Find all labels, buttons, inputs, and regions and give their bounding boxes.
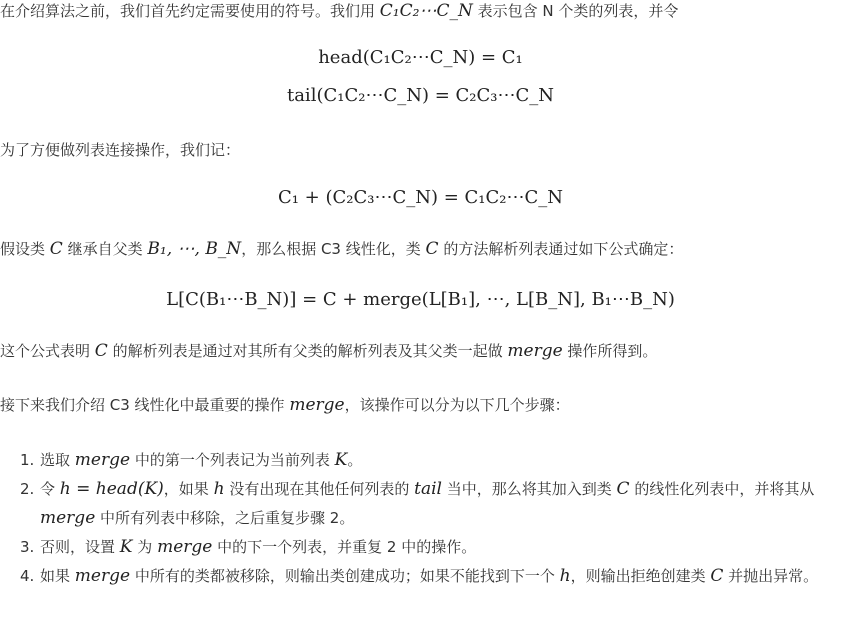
- next-text-1: 接下来我们介绍 C3 线性化中最重要的操作: [0, 396, 285, 414]
- assume-text-3: ，那么根据 C3 线性化，类: [241, 240, 421, 258]
- step-text: 。: [347, 451, 363, 469]
- step-text: 当中，那么将其加入到类: [446, 480, 612, 498]
- list-item: [20, 562, 841, 591]
- intro-text-before: 在介绍算法之前，我们首先约定需要使用的符号。我们用: [0, 2, 376, 20]
- step-number: 1.: [20, 451, 35, 469]
- intro-math-list: C₁C₂⋯C_N: [379, 1, 473, 21]
- assume-math-c2: C: [425, 239, 439, 259]
- tail-equation: tail(C₁C₂⋯C_N) = C₂C₃⋯C_N: [286, 85, 555, 106]
- assume-text-1: 假设类: [0, 240, 46, 258]
- step-math: merge: [74, 566, 131, 586]
- step-text: 为: [137, 538, 153, 556]
- step-math: C: [616, 479, 630, 499]
- step-text: 的线性化列表中，并将其从: [634, 480, 815, 498]
- step-math: h: [213, 479, 225, 499]
- assume-paragraph: [0, 238, 841, 260]
- next-text-2: ，该操作可以分为以下几个步骤：: [344, 396, 570, 414]
- step-math: h = head(K): [59, 479, 164, 499]
- explain-text-3: 操作所得到。: [567, 342, 658, 360]
- intro-paragraph: [0, 0, 841, 22]
- assume-math-c: C: [49, 239, 63, 259]
- step-number: 4.: [20, 567, 35, 585]
- step-text: 中的下一个列表，并重复 2 中的操作。: [217, 538, 477, 556]
- list-item: [20, 446, 841, 475]
- explain-paragraph: [0, 340, 841, 362]
- step-text: 否则，设置: [40, 538, 116, 556]
- next-math-merge: merge: [289, 395, 345, 415]
- step-text: 选取: [40, 451, 71, 469]
- list-item: [20, 533, 841, 562]
- step-math: merge: [74, 450, 131, 470]
- explain-text-1: 这个公式表明: [0, 342, 91, 360]
- head-equation: head(C₁C₂⋯C_N) = C₁: [318, 47, 523, 68]
- concat-equation: C₁ + (C₂C₃⋯C_N) = C₁C₂⋯C_N: [277, 187, 564, 208]
- step-math: C: [710, 566, 724, 586]
- explain-math-merge: merge: [507, 341, 563, 361]
- concat-intro-paragraph: 为了方便做列表连接操作，我们记：: [0, 141, 241, 159]
- c3-formula: L[C(B₁⋯B_N)] = C + merge(L[B₁], ⋯, L[B_N], B₁⋯B_N): [166, 289, 675, 310]
- step-number: 2.: [20, 480, 35, 498]
- explain-math-c: C: [94, 341, 108, 361]
- assume-text-2: 继承自父类: [67, 240, 143, 258]
- step-math: merge: [157, 537, 213, 557]
- assume-math-parents: B₁, ⋯, B_N: [147, 239, 242, 259]
- step-text: 中的第一个列表记为当前列表: [134, 451, 330, 469]
- step-math: merge: [40, 508, 96, 528]
- step-math: h: [559, 566, 571, 586]
- list-item: [20, 475, 841, 533]
- step-text: 令: [40, 480, 56, 498]
- explain-text-2: 的解析列表是通过对其所有父类的解析列表及其父类一起做: [112, 342, 503, 360]
- step-math: K: [334, 450, 348, 470]
- step-math: K: [119, 537, 133, 557]
- step-text: 如果: [40, 567, 71, 585]
- step-text: 没有出现在其他任何列表的: [229, 480, 410, 498]
- assume-text-4: 的方法解析列表通过如下公式确定：: [443, 240, 684, 258]
- step-number: 3.: [20, 538, 35, 556]
- step-text: 并抛出异常。: [728, 567, 819, 585]
- step-text: ，如果: [163, 480, 209, 498]
- intro-text-after: 表示包含 N 个类的列表，并令: [477, 2, 679, 20]
- merge-steps-list: [0, 446, 841, 591]
- step-text: ，则输出拒绝创建类: [570, 567, 706, 585]
- step-text: 中所有的类都被移除，则输出类创建成功；如果不能找到下一个: [134, 567, 555, 585]
- step-text: 中所有列表中移除，之后重复步骤 2。: [100, 509, 355, 527]
- next-paragraph: [0, 394, 841, 416]
- step-math: tail: [414, 479, 442, 499]
